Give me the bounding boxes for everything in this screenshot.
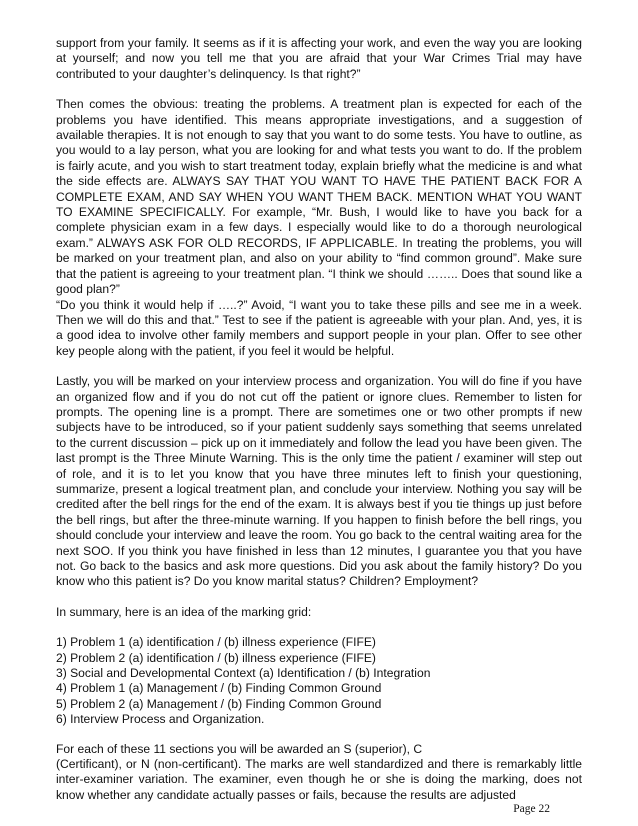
paragraph-section-marks [56, 742, 582, 804]
marking-grid-item: 1) Problem 1 (a) identification / (b) illness experience (FIFE) [56, 635, 376, 650]
document-page [56, 36, 582, 803]
paragraph-interview-process: Lastly, you will be marked on your interview process and organization. You will do fine if you have an organized flow and if you do not cut off the patient or ignore clues. Remember to listen for prompts. The opening line is a prompt. There are sometimes one or two other prompts if new subjects have to be introduced, so if your patient suddenly says something that seems unrelated to the current discussion – pick up on it immediately and follow the lead you have been given. The last prompt is the Three Minute Warning. This is the only time the patient / examiner will step out of role, and it is to let you know that you have three minutes left to finish your questioning, summarize, present a logical treatment plan, and conclude your interview. Nothing you say will be credited after the bell rings for the end of the exam. It is always best if you tie things up just before the bell rings, but after the three-minute warning. If you happen to finish before the bell rings, you should conclude your interview and leave the room. You go back to the central waiting area for the next SOO. If you think you have finished in less than 12 minutes, I guarantee you that you have not. Go back to the basics and ask more questions. Did you ask about the family history? Do you know who this patient is? Do you know marital status? Children? Employment? [56, 374, 582, 589]
paragraph-treatment-plan-continued: “Do you think it would help if …..?” Avoid, “I want you to take these pills and see me in a week. Then we will do this and that.” Test to see if the patient is agreeable with your plan. And, yes, it is a good idea to involve other family members and support people in your plan. Offer to see other key people along with the patient, if you feel it would be helpful. [56, 297, 582, 358]
marking-grid-item: 5) Problem 2 (a) Management / (b) Finding Common Ground [56, 696, 382, 711]
marking-grid-item: 3) Social and Developmental Context (a) Identification / (b) Integration [56, 666, 431, 681]
paragraph-family-support: support from your family. It seems as if it is affecting your work, and even the way you are looking at yourself; and now you tell me that you are afraid that your War Crimes Trial may have contributed to your daughter’s delinquency. Is that right?” [56, 36, 582, 81]
marking-grid-item: 6) Interview Process and Organization. [56, 712, 265, 727]
page-number: Page 22 [513, 803, 550, 815]
marking-grid-list [56, 635, 582, 727]
marking-grid-item: 4) Problem 1 (a) Management / (b) Finding Common Ground [56, 681, 382, 696]
paragraph-treatment-plan: Then comes the obvious: treating the problems. A treatment plan is expected for each of the problems you have identified. This means appropriate investigations, and a suggestion of available therapies. It is not enough to say that you want to do some tests. You have to outline, as you would to a lay person, what you are looking for and what tests you want to do. If the problem is fairly acute, and you wish to start treatment today, explain briefly what the medicine is and what the side effects are. ALWAYS SAY THAT YOU WANT TO HAVE THE PATIENT BACK FOR A COMPLETE EXAM, AND SAY WHEN YOU WANT THEM BACK. MENTION WHAT YOU WANT TO EXAMINE SPECIFICALLY. For example, “Mr. Bush, I would like to have you back for a complete physician exam in a few days. I especially would like to do a thorough neurological exam.” ALWAYS ASK FOR OLD RECORDS, IF APPLICABLE. In treating the problems, you will be marked on your treatment plan, and also on your ability to “find common ground”. Make sure that the patient is agreeing to your treatment plan. “I think we should …….. Does that sound like a good plan?” [56, 97, 582, 297]
section-marks-rest: (Certificant), or N (non-certificant). The marks are well standardized and there is remarkably little inter-examiner variation. The examiner, even though he or she is doing the marking, does not know whether any candidate actually passes or fails, because the results are adjusted [56, 757, 582, 802]
section-marks-first-line: For each of these 11 sections you will be awarded an S (superior), C [56, 741, 423, 756]
marking-grid-item: 2) Problem 2 (a) identification / (b) illness experience (FIFE) [56, 650, 376, 665]
paragraph-summary-intro: In summary, here is an idea of the marking grid: [56, 604, 312, 619]
